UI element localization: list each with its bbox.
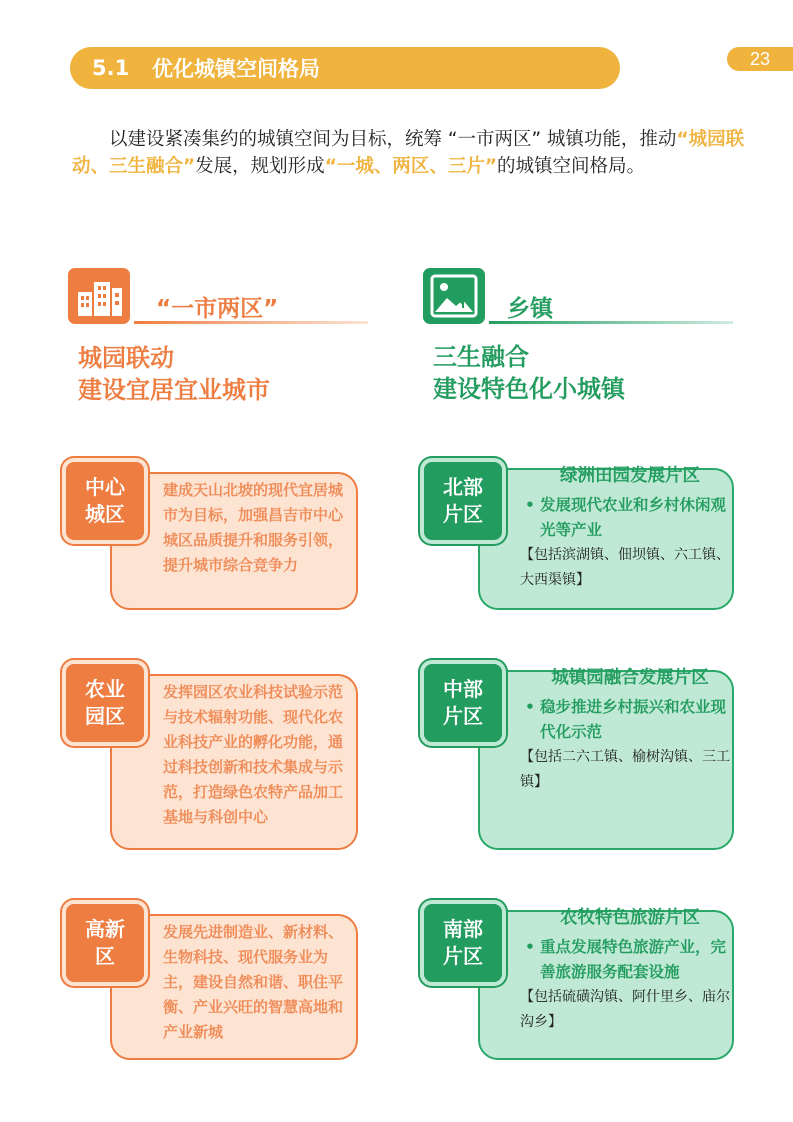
badge-line-2: 片区 [443,944,483,968]
section-header [70,47,620,89]
left-title-line-1: 城园联动 [78,344,174,372]
bullet-dot: • [525,698,535,716]
right-header-label: 乡镇 [507,296,553,322]
zone-card-central [420,660,734,850]
bullet-dot: • [525,496,535,514]
badge-line-2: 区 [95,944,115,968]
badge-line-1: 农业 [85,677,125,701]
card-description: 建成天山北坡的现代宜居城市为目标，加强昌吉市中心城区品质提升和服务引领，提升城市综合竞争力 [163,481,344,574]
zone-card-north [420,458,734,610]
intro-text-2: 发展，规划形成 [195,156,325,177]
intro-text-3: 的城镇空间格局。 [497,156,646,177]
right-column-header [423,268,733,328]
zone-card-south [420,900,734,1060]
card-badge [420,660,506,746]
card-badge [62,458,148,544]
intro-highlight-1: “城园联动、三生融合” [72,129,745,177]
card-note: 【包括滨湖镇、佃坝镇、六工镇、大西渠镇】 [520,547,730,588]
card-title: 绿洲田园发展片区 [560,466,700,486]
card-description: 发挥园区农业科技试验示范与技术辐射功能、现代化农业科技产业的孵化功能，通过科技创新和技术集成与示范，打造绿色农特产品加工基地与科创中心 [163,683,344,826]
badge-line-1: 南部 [443,917,483,941]
card-badge [420,900,506,986]
left-column-title [78,342,270,406]
bullet-text: 发展现代农业和乡村休闲观光等产业 [540,496,727,539]
card-title: 农牧特色旅游片区 [560,908,700,928]
left-column-header [68,268,368,328]
right-column-title [433,341,625,405]
bullet-text: 稳步推进乡村振兴和农业现代化示范 [540,698,727,741]
page-number: 23 [727,47,793,71]
card-title: 城镇园融合发展片区 [551,668,709,688]
zone-card-hightech [62,900,358,1060]
section-number: 5.1 [92,56,130,80]
card-note: 【包括二六工镇、榆树沟镇、三工镇】 [520,749,730,790]
intro-highlight-2: “一城、两区、三片” [324,156,498,177]
badge-line-2: 园区 [85,704,125,728]
badge-line-1: 中心 [85,475,125,499]
badge-line-1: 北部 [443,475,483,499]
badge-line-2: 城区 [85,502,125,526]
card-badge [62,660,148,746]
badge-line-1: 中部 [443,677,483,701]
bullet-dot: • [525,938,535,956]
card-badge [420,458,506,544]
badge-line-2: 片区 [443,502,483,526]
intro-text-1: 以建设紧凑集约的城镇空间为目标，统筹 “一市两区” 城镇功能，推动 [109,129,677,150]
zone-card-central-city [62,458,358,610]
card-bullet [520,493,726,543]
intro-paragraph [72,126,752,180]
left-header-label: “一市两区” [156,296,279,322]
card-note: 【包括硫磺沟镇、阿什里乡、庙尔沟乡】 [520,989,730,1030]
left-title-line-2: 建设宜居宜业城市 [78,376,270,404]
landscape-icon [423,268,485,324]
right-title-line-1: 三生融合 [433,343,529,371]
card-bullet [520,695,726,745]
right-title-line-2: 建设特色化小城镇 [433,375,625,403]
building-icon [68,268,130,324]
zone-card-agri-park [62,660,358,850]
card-bullet [520,935,726,985]
bullet-text: 重点发展特色旅游产业，完善旅游服务配套设施 [540,938,727,981]
card-badge [62,900,148,986]
section-title: 优化城镇空间格局 [152,57,320,81]
badge-line-2: 片区 [443,704,483,728]
card-description: 发展先进制造业、新材料、生物科技、现代服务业为主，建设自然和谐、职住平衡、产业兴旺的智慧高地和产业新城 [163,923,344,1041]
badge-line-1: 高新 [85,917,125,941]
